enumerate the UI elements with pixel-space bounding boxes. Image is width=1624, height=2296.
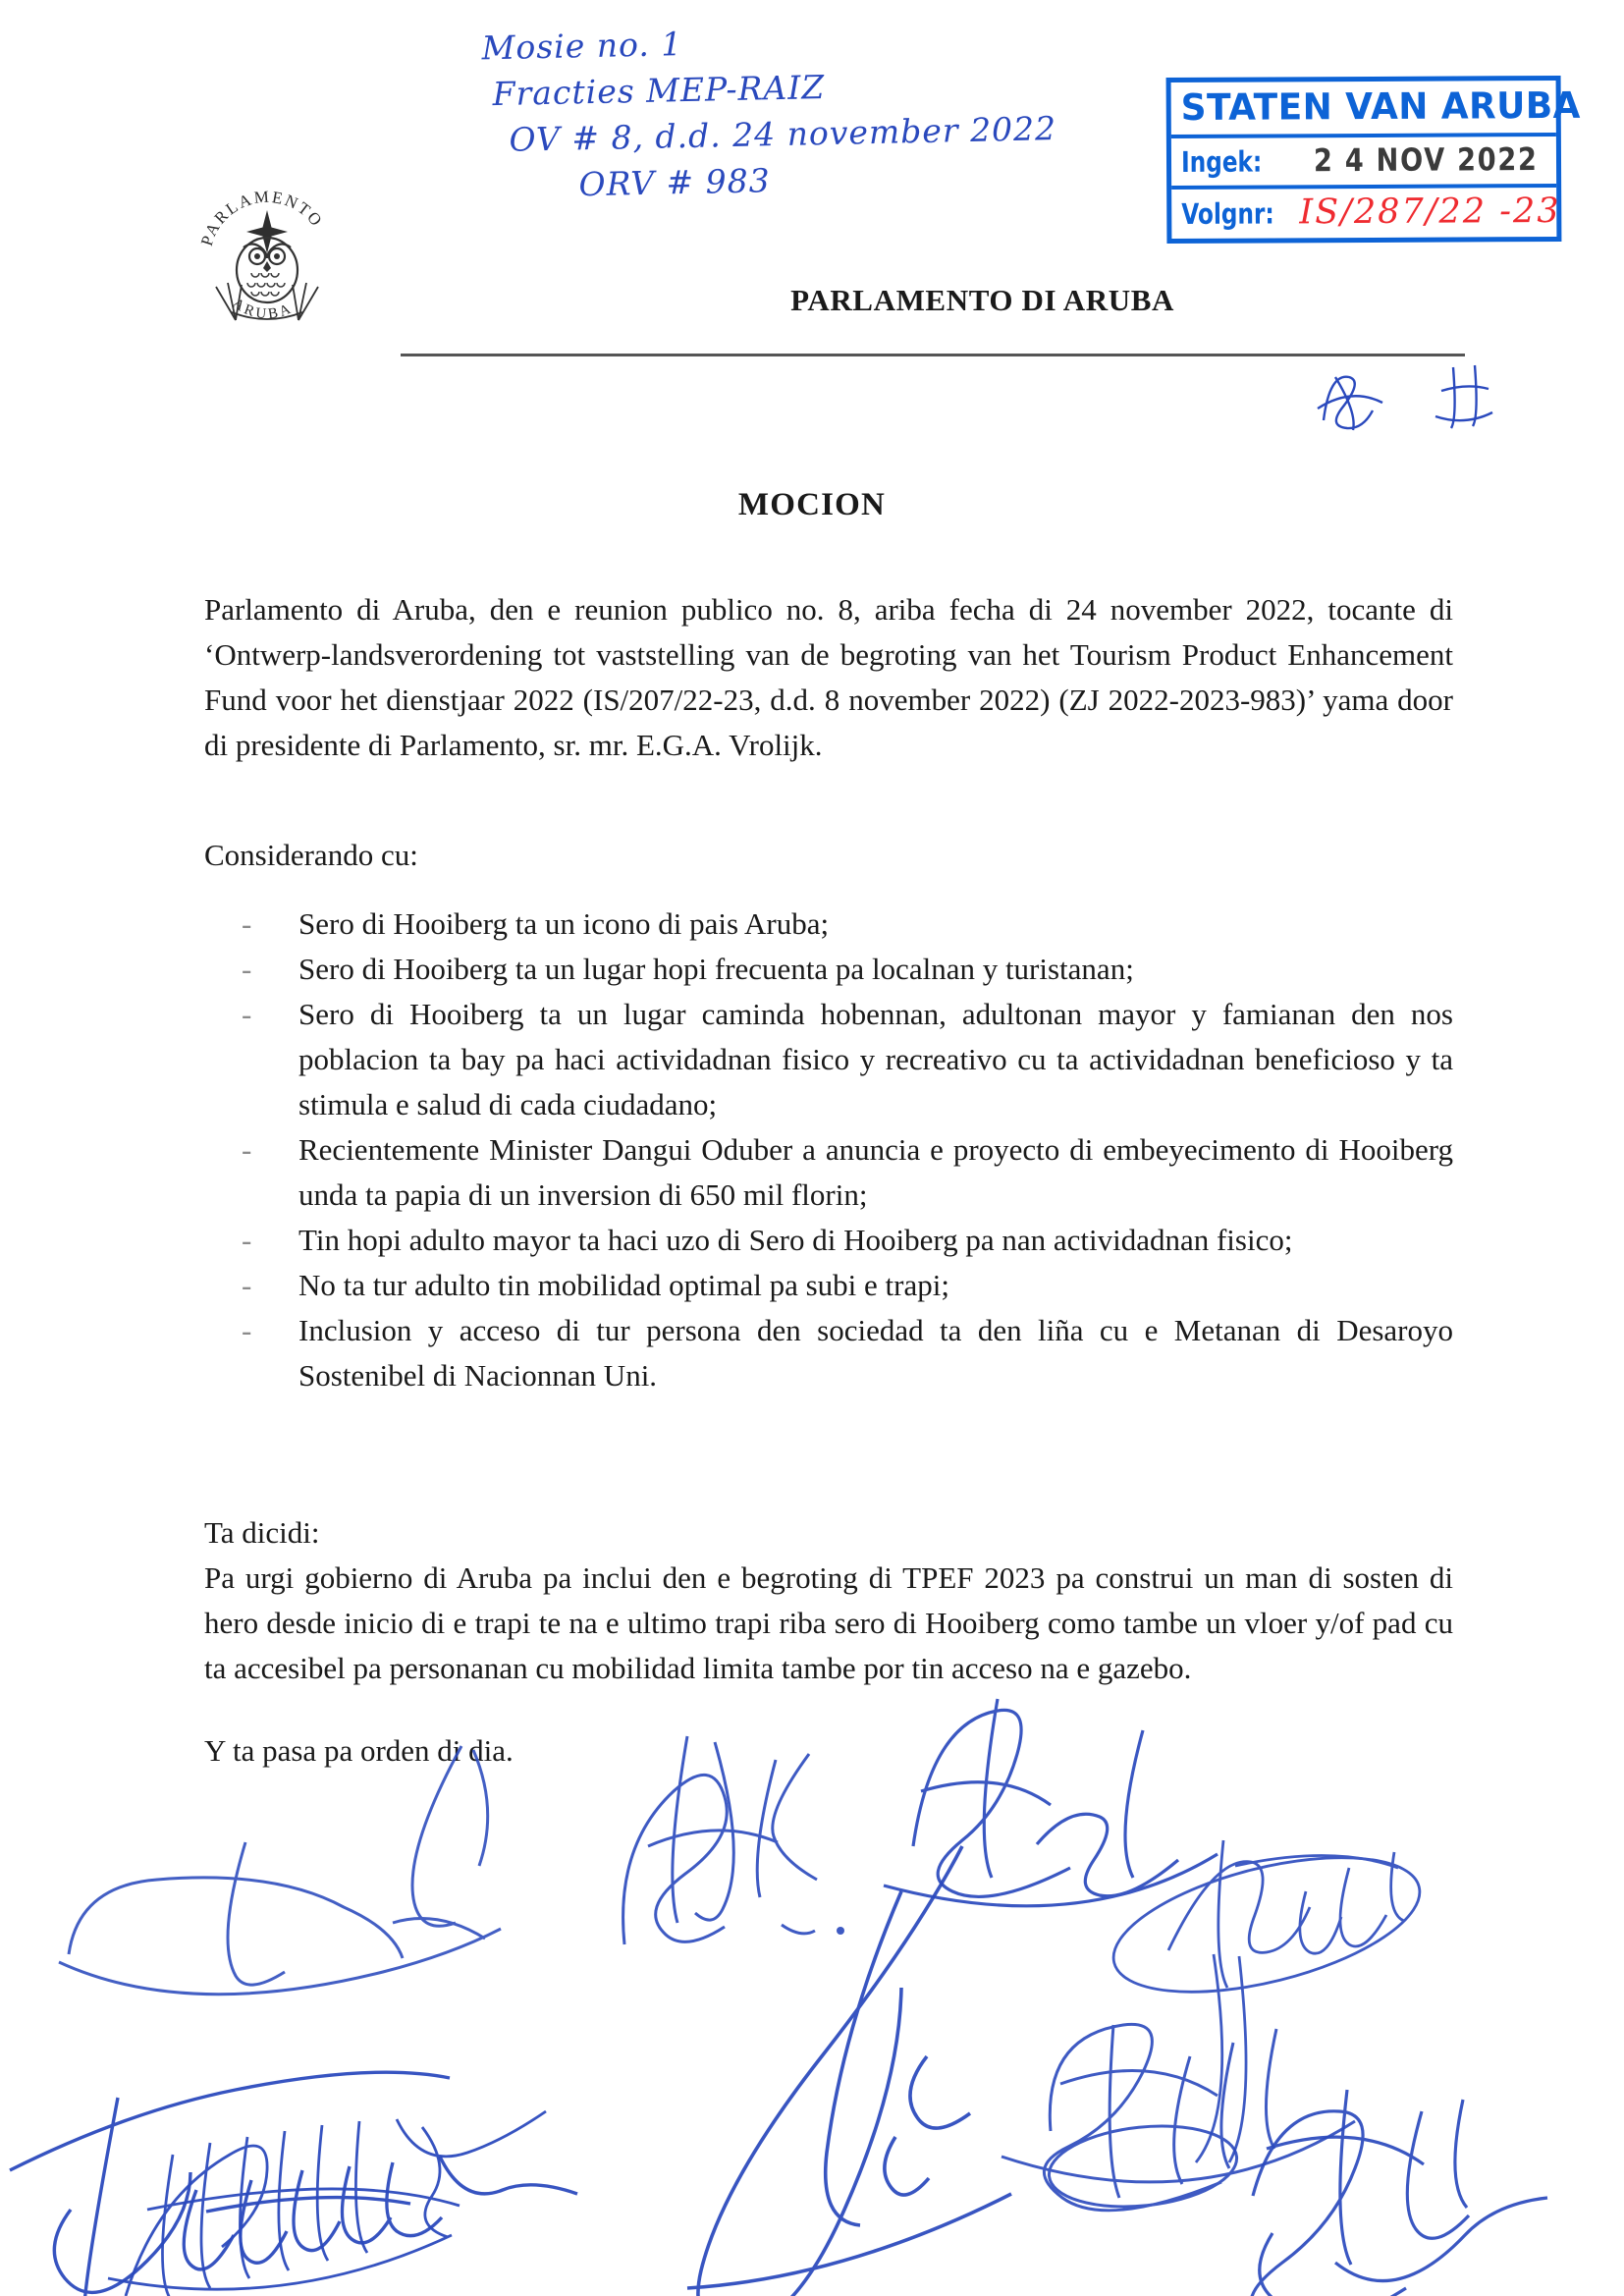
signature-9	[108, 2111, 546, 2296]
list-item-text: Sero di Hooiberg ta un lugar caminda hobennan, adultonan mayor y famianan den nos poblacion ta bay pa haci actividadnan fisico y recreativo cu ta actividadnan beneficioso y ta stimula e salud di cada ciudadano;	[298, 997, 1453, 1121]
stamp-title: STATEN VAN ARUBA	[1180, 83, 1581, 129]
list-item	[204, 992, 1453, 1127]
organization-title: PARLAMENTO DI ARUBA	[790, 283, 1174, 317]
list-item-text: No ta tur adulto tin mobilidad optimal pa subi e trapi;	[298, 1268, 949, 1302]
decision-block	[204, 1510, 1453, 1691]
list-item-text: Sero di Hooiberg ta un lugar hopi frecuenta pa localnan y turistanan;	[298, 952, 1134, 986]
handwritten-line-3: OV # 8, d.d. 24 november 2022	[509, 109, 1057, 159]
list-item	[204, 902, 1453, 947]
considerations-list	[204, 902, 1453, 1398]
handwritten-line-2: Fracties MEP-RAIZ	[492, 68, 826, 114]
stamp-sequence-row	[1171, 188, 1561, 239]
closing-line: Y ta pasa pa orden di dia.	[204, 1733, 514, 1768]
list-item	[204, 1218, 1453, 1263]
considering-label: Considerando cu:	[204, 838, 418, 872]
bullet-dash-icon: -	[242, 906, 252, 941]
handwritten-line-1: Mosie no. 1	[481, 25, 683, 68]
list-item	[204, 1127, 1453, 1218]
bullet-dash-icon: -	[242, 1268, 252, 1302]
bullet-dash-icon: -	[242, 1313, 252, 1347]
svg-text:PARLAMENTO: PARLAMENTO	[196, 187, 327, 248]
signature-1	[59, 1746, 501, 1995]
signature-6	[687, 1846, 1011, 2296]
list-item-text: Tin hopi adulto mayor ta haci uzo di Sero di Hooiberg pa nan actividadnan fisico;	[298, 1223, 1293, 1257]
signature-5	[10, 2072, 577, 2296]
letterhead-divider	[401, 354, 1465, 356]
list-item	[204, 1308, 1453, 1398]
bullet-dash-icon: -	[242, 1223, 252, 1257]
considerations-list-wrapper	[204, 902, 1453, 1398]
list-item-text: Inclusion y acceso di tur persona den sociedad ta den liña cu e Metanan di Desaroyo Sostenibel di Nacionnan Uni.	[298, 1313, 1453, 1393]
list-item	[204, 1263, 1453, 1308]
stamp-received-row	[1171, 137, 1556, 190]
signature-8	[1251, 2090, 1547, 2296]
receipt-stamp	[1166, 76, 1581, 244]
document-heading: MOCION	[737, 487, 887, 522]
stamp-sequence-value: IS/287/22 -23	[1299, 191, 1561, 233]
bullet-dash-icon: -	[242, 1132, 252, 1167]
stamp-received-date: 2 4 NOV 2022	[1313, 140, 1539, 180]
handwritten-line-4: ORV # 983	[578, 161, 772, 204]
list-item-text: Sero di Hooiberg ta un icono di pais Aruba;	[298, 906, 830, 941]
decision-label: Ta dicidi:	[204, 1515, 320, 1550]
header-signature-marks	[1306, 352, 1561, 440]
list-item	[204, 947, 1453, 992]
decision-text: Pa urgi gobierno di Aruba pa inclui den e begroting di TPEF 2023 pa construi un man di sosten di hero desde inicio di e trapi te na e ultimo trapi riba sero di Hooiberg como tambe un vloer y/of pad cu ta accesibel pa personanan cu mobilidad limita tambe por tin acceso na e gazebo.	[204, 1560, 1453, 1685]
handwritten-annotation	[481, 11, 1172, 210]
bullet-dash-icon: -	[242, 952, 252, 986]
stamp-received-label: Ingek:	[1180, 144, 1263, 179]
stamp-sequence-label: Volgnr:	[1181, 196, 1274, 231]
stamp-title-row	[1171, 81, 1581, 138]
svg-text:ARUBA: ARUBA	[229, 295, 297, 323]
intro-paragraph: Parlamento di Aruba, den e reunion publico no. 8, ariba fecha di 24 november 2022, tocante di ‘Ontwerp-landsverordening tot vaststelling van de begroting van het Tourism Product Enhancement Fund voor het dienstjaar 2022 (IS/207/22-23, d.d. 8 november 2022) (ZJ 2022-2023-983)’ yama door di presidente di Parlamento, sr. mr. E.G.A. Vrolijk.	[204, 592, 1453, 762]
list-item-text: Recientemente Minister Dangui Oduber a anuncia e proyecto di embeyecimento di Hooiberg unda ta papia di un inversion di 650 mil florin;	[298, 1132, 1453, 1212]
signature-4	[1101, 1831, 1434, 2162]
bullet-dash-icon: -	[242, 997, 252, 1031]
signature-7	[1001, 2024, 1355, 2214]
